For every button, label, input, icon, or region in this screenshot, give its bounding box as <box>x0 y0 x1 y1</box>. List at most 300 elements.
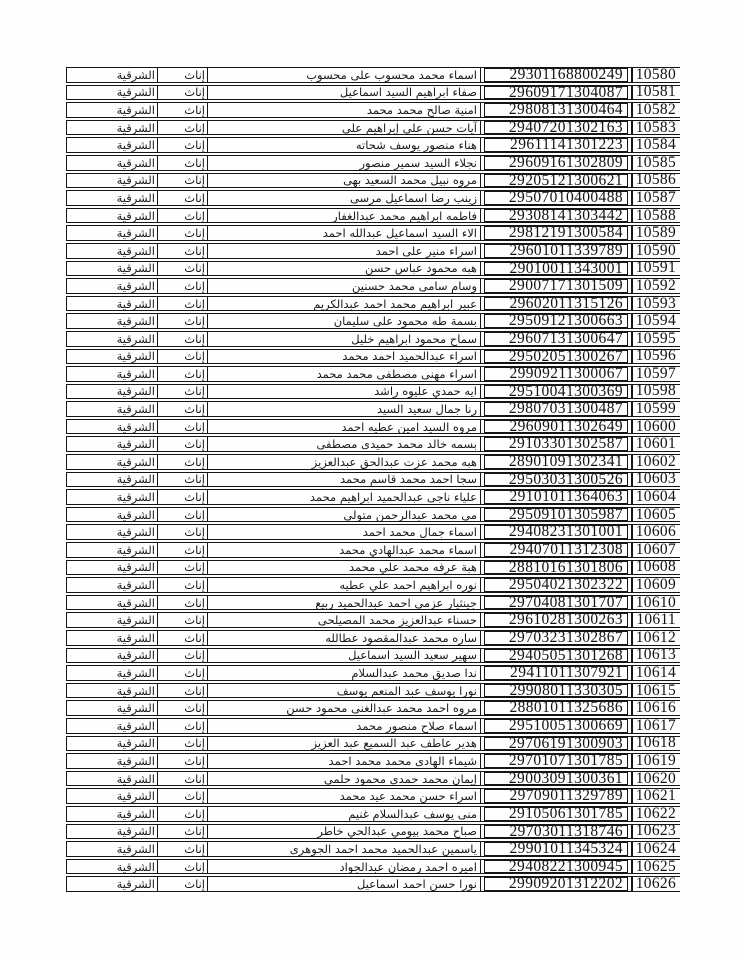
table-row <box>66 313 680 329</box>
governorate-cell: الشرقية <box>66 718 158 734</box>
national-id-cell <box>481 401 632 417</box>
name-cell: نوره ابراهيم احمد علي عطيه <box>208 577 481 593</box>
name-cell: آيات حسن علي إبراهيم علي <box>208 120 481 136</box>
name-cell: زينب رضا اسماعيل مرسى <box>208 190 481 206</box>
national-id-box: 29010011343001 <box>484 262 628 276</box>
gender-cell: إناث <box>158 700 208 716</box>
table-row <box>66 349 680 365</box>
serial-number-cell: 10625 <box>632 859 680 875</box>
governorate-cell: الشرقية <box>66 824 158 840</box>
governorate-cell: الشرقية <box>66 243 158 259</box>
governorate-cell: الشرقية <box>66 120 158 136</box>
serial-number-cell: 10583 <box>632 120 680 136</box>
gender-cell: إناث <box>158 278 208 294</box>
serial-number-cell: 10582 <box>632 102 680 118</box>
national-id-cell <box>481 665 632 681</box>
serial-number-cell: 10608 <box>632 560 680 576</box>
serial-number-cell: 10598 <box>632 384 680 400</box>
serial-number-cell: 10614 <box>632 665 680 681</box>
gender-cell: إناث <box>158 366 208 382</box>
name-cell: رنا جمال سعيد السيد <box>208 401 481 417</box>
table-row <box>66 472 680 488</box>
table-row <box>66 876 680 892</box>
national-id-cell <box>481 560 632 576</box>
serial-number-cell: 10610 <box>632 595 680 611</box>
table-row <box>66 507 680 523</box>
national-id-box: 29502051300267 <box>484 350 628 364</box>
name-cell: ساره محمد عبدالمقصود عطالله <box>208 630 481 646</box>
name-cell: شيماء الهادى محمد محمد احمد <box>208 753 481 769</box>
national-id-cell <box>481 313 632 329</box>
name-cell: بسمة طه محمود على سليمان <box>208 313 481 329</box>
gender-cell: إناث <box>158 683 208 699</box>
serial-number-cell: 10581 <box>632 85 680 101</box>
national-id-box: 29607131300647 <box>484 332 628 346</box>
serial-number-cell: 10616 <box>632 700 680 716</box>
national-id-cell <box>481 612 632 628</box>
national-id-box: 29509101305987 <box>484 508 628 522</box>
serial-number-cell: 10604 <box>632 489 680 505</box>
governorate-cell: الشرقية <box>66 454 158 470</box>
serial-number-cell: 10615 <box>632 683 680 699</box>
table-row <box>66 401 680 417</box>
national-id-box: 29909201312202 <box>484 877 628 891</box>
name-cell: الاء السيد اسماعيل عبدالله احمد <box>208 225 481 241</box>
governorate-cell: الشرقية <box>66 296 158 312</box>
governorate-cell: الشرقية <box>66 155 158 171</box>
name-cell: اسراء حسن محمد عيد محمد <box>208 788 481 804</box>
serial-number-cell: 10626 <box>632 876 680 892</box>
table-row <box>66 261 680 277</box>
name-cell: إيمان محمد حمدى محمود حلمي <box>208 771 481 787</box>
table-row <box>66 85 680 101</box>
name-cell: صباح محمد بيومي عبدالحي خاطر <box>208 824 481 840</box>
gender-cell: إناث <box>158 208 208 224</box>
gender-cell: إناث <box>158 824 208 840</box>
governorate-cell: الشرقية <box>66 85 158 101</box>
table-row <box>66 859 680 875</box>
national-id-box: 29602011315126 <box>484 297 628 311</box>
gender-cell: إناث <box>158 718 208 734</box>
serial-number-cell: 10590 <box>632 243 680 259</box>
name-cell: سهير سعيد السيد اسماعيل <box>208 648 481 664</box>
gender-cell: إناث <box>158 472 208 488</box>
serial-number-cell: 10586 <box>632 173 680 189</box>
national-id-cell <box>481 85 632 101</box>
serial-number-cell: 10593 <box>632 296 680 312</box>
serial-number-cell: 10589 <box>632 225 680 241</box>
table-row <box>66 595 680 611</box>
gender-cell: إناث <box>158 67 208 83</box>
gender-cell: إناث <box>158 577 208 593</box>
serial-number-cell: 10584 <box>632 137 680 153</box>
table-row <box>66 489 680 505</box>
national-id-cell <box>481 577 632 593</box>
serial-number-cell: 10612 <box>632 630 680 646</box>
table-row <box>66 384 680 400</box>
national-id-cell <box>481 243 632 259</box>
national-id-cell <box>481 419 632 435</box>
table-row <box>66 806 680 822</box>
national-id-box: 29504021302322 <box>484 578 628 592</box>
national-id-box: 29408221300945 <box>484 860 628 874</box>
gender-cell: إناث <box>158 331 208 347</box>
gender-cell: إناث <box>158 120 208 136</box>
table-row <box>66 137 680 153</box>
gender-cell: إناث <box>158 225 208 241</box>
table-row <box>66 736 680 752</box>
serial-number-cell: 10596 <box>632 349 680 365</box>
table-row <box>66 630 680 646</box>
name-cell: هبه محمد عزت عبدالحق عبدالعزيز <box>208 454 481 470</box>
serial-number-cell: 10617 <box>632 718 680 734</box>
gender-cell: إناث <box>158 841 208 857</box>
gender-cell: إناث <box>158 542 208 558</box>
name-cell: جينثيار عزمى احمد عبدالحميد ربيع <box>208 595 481 611</box>
governorate-cell: الشرقية <box>66 736 158 752</box>
name-cell: مروه احمد محمد عبدالغنى محمود حسن <box>208 700 481 716</box>
governorate-cell: الشرقية <box>66 102 158 118</box>
national-id-cell <box>481 841 632 857</box>
governorate-cell: الشرقية <box>66 507 158 523</box>
governorate-cell: الشرقية <box>66 313 158 329</box>
national-id-cell <box>481 683 632 699</box>
table-row <box>66 648 680 664</box>
national-id-cell <box>481 278 632 294</box>
national-id-cell <box>481 261 632 277</box>
name-cell: نورا حسن احمد اسماعيل <box>208 876 481 892</box>
gender-cell: إناث <box>158 648 208 664</box>
gender-cell: إناث <box>158 401 208 417</box>
national-id-cell <box>481 331 632 347</box>
national-id-box: 29007171301509 <box>484 279 628 293</box>
national-id-box: 29909211300067 <box>484 367 628 381</box>
national-id-cell <box>481 208 632 224</box>
national-id-box: 29205121300621 <box>484 174 628 188</box>
name-cell: ياسمين عبدالحميد محمد احمد الجوهرى <box>208 841 481 857</box>
national-id-box: 29901011345324 <box>484 842 628 856</box>
gender-cell: إناث <box>158 806 208 822</box>
national-id-box: 28801011325686 <box>484 701 628 715</box>
national-id-cell <box>481 718 632 734</box>
name-cell: فاطمه ابراهيم محمد عبدالغفار <box>208 208 481 224</box>
table-row <box>66 612 680 628</box>
national-id-cell <box>481 384 632 400</box>
governorate-cell: الشرقية <box>66 489 158 505</box>
national-id-box: 29509121300663 <box>484 314 628 328</box>
table-row <box>66 296 680 312</box>
gender-cell: إناث <box>158 261 208 277</box>
serial-number-cell: 10623 <box>632 824 680 840</box>
governorate-cell: الشرقية <box>66 384 158 400</box>
national-id-box: 29709011329789 <box>484 789 628 803</box>
records-table <box>66 65 680 894</box>
table-row <box>66 841 680 857</box>
name-cell: هبة عرفه محمد علي محمد <box>208 560 481 576</box>
table-row <box>66 560 680 576</box>
table-row <box>66 331 680 347</box>
national-id-cell <box>481 859 632 875</box>
gender-cell: إناث <box>158 595 208 611</box>
serial-number-cell: 10587 <box>632 190 680 206</box>
serial-number-cell: 10619 <box>632 753 680 769</box>
table-row <box>66 436 680 452</box>
gender-cell: إناث <box>158 313 208 329</box>
governorate-cell: الشرقية <box>66 173 158 189</box>
national-id-cell <box>481 507 632 523</box>
governorate-cell: الشرقية <box>66 648 158 664</box>
governorate-cell: الشرقية <box>66 208 158 224</box>
name-cell: ايه حمدي عليوه راشد <box>208 384 481 400</box>
governorate-cell: الشرقية <box>66 542 158 558</box>
national-id-box: 29503031300526 <box>484 473 628 487</box>
national-id-cell <box>481 630 632 646</box>
serial-number-cell: 10605 <box>632 507 680 523</box>
table-row <box>66 577 680 593</box>
governorate-cell: الشرقية <box>66 665 158 681</box>
gender-cell: إناث <box>158 876 208 892</box>
table-row <box>66 524 680 540</box>
governorate-cell: الشرقية <box>66 419 158 435</box>
governorate-cell: الشرقية <box>66 137 158 153</box>
governorate-cell: الشرقية <box>66 876 158 892</box>
national-id-cell <box>481 489 632 505</box>
serial-number-cell: 10601 <box>632 436 680 452</box>
national-id-cell <box>481 349 632 365</box>
name-cell: عبير ابراهيم محمد احمد عبدالكريم <box>208 296 481 312</box>
serial-number-cell: 10594 <box>632 313 680 329</box>
national-id-cell <box>481 454 632 470</box>
national-id-box: 29808131300464 <box>484 103 628 117</box>
national-id-box: 29408231301001 <box>484 525 628 539</box>
governorate-cell: الشرقية <box>66 225 158 241</box>
national-id-cell <box>481 472 632 488</box>
national-id-box: 29103301302587 <box>484 437 628 451</box>
national-id-box: 28901091302341 <box>484 455 628 469</box>
national-id-box: 29609011302649 <box>484 420 628 434</box>
national-id-box: 29105061301785 <box>484 807 628 821</box>
gender-cell: إناث <box>158 454 208 470</box>
national-id-cell <box>481 736 632 752</box>
table-row <box>66 454 680 470</box>
name-cell: اميره احمد رمضان عبدالجواد <box>208 859 481 875</box>
gender-cell: إناث <box>158 384 208 400</box>
gender-cell: إناث <box>158 137 208 153</box>
table-row <box>66 120 680 136</box>
national-id-box: 29407201302163 <box>484 121 628 135</box>
governorate-cell: الشرقية <box>66 524 158 540</box>
serial-number-cell: 10618 <box>632 736 680 752</box>
name-cell: اسماء محمد عبدالهادي محمد <box>208 542 481 558</box>
governorate-cell: الشرقية <box>66 560 158 576</box>
gender-cell: إناث <box>158 190 208 206</box>
name-cell: اسماء جمال محمد احمد <box>208 524 481 540</box>
name-cell: وسام سامى محمد حسنين <box>208 278 481 294</box>
serial-number-cell: 10602 <box>632 454 680 470</box>
governorate-cell: الشرقية <box>66 577 158 593</box>
gender-cell: إناث <box>158 665 208 681</box>
table-row <box>66 173 680 189</box>
name-cell: امنية صالح محمد محمد <box>208 102 481 118</box>
governorate-cell: الشرقية <box>66 700 158 716</box>
governorate-cell: الشرقية <box>66 67 158 83</box>
governorate-cell: الشرقية <box>66 349 158 365</box>
table-row <box>66 700 680 716</box>
national-id-cell <box>481 102 632 118</box>
table-row <box>66 542 680 558</box>
governorate-cell: الشرقية <box>66 331 158 347</box>
name-cell: مروه السيد امين عطيه احمد <box>208 419 481 435</box>
table-row <box>66 683 680 699</box>
national-id-box: 29405051301268 <box>484 649 628 663</box>
serial-number-cell: 10588 <box>632 208 680 224</box>
gender-cell: إناث <box>158 771 208 787</box>
governorate-cell: الشرقية <box>66 630 158 646</box>
national-id-cell <box>481 225 632 241</box>
national-id-box: 29908011330305 <box>484 684 628 698</box>
national-id-cell <box>481 120 632 136</box>
governorate-cell: الشرقية <box>66 436 158 452</box>
name-cell: هبه محمود عباس حسن <box>208 261 481 277</box>
gender-cell: إناث <box>158 155 208 171</box>
gender-cell: إناث <box>158 630 208 646</box>
gender-cell: إناث <box>158 524 208 540</box>
name-cell: سجا احمد محمد قاسم محمد <box>208 472 481 488</box>
name-cell: صفاء ابراهيم السيد اسماعيل <box>208 85 481 101</box>
name-cell: ندا صديق محمد عبدالسلام <box>208 665 481 681</box>
serial-number-cell: 10621 <box>632 788 680 804</box>
table-row <box>66 788 680 804</box>
national-id-box: 29601011339789 <box>484 244 628 258</box>
national-id-cell <box>481 366 632 382</box>
table-row <box>66 665 680 681</box>
governorate-cell: الشرقية <box>66 859 158 875</box>
name-cell: مروه نبيل محمد السعيد بهى <box>208 173 481 189</box>
serial-number-cell: 10597 <box>632 366 680 382</box>
table-row <box>66 208 680 224</box>
governorate-cell: الشرقية <box>66 190 158 206</box>
name-cell: نورا يوسف عبد المنعم يوسف <box>208 683 481 699</box>
national-id-cell <box>481 542 632 558</box>
name-cell: مى محمد عبدالرحمن متولى <box>208 507 481 523</box>
name-cell: هدير عاطف عبد السميع عبد العزيز <box>208 736 481 752</box>
national-id-cell <box>481 876 632 892</box>
governorate-cell: الشرقية <box>66 753 158 769</box>
serial-number-cell: 10607 <box>632 542 680 558</box>
serial-number-cell: 10611 <box>632 612 680 628</box>
national-id-box: 29609161302809 <box>484 156 628 170</box>
gender-cell: إناث <box>158 349 208 365</box>
gender-cell: إناث <box>158 296 208 312</box>
serial-number-cell: 10624 <box>632 841 680 857</box>
governorate-cell: الشرقية <box>66 806 158 822</box>
governorate-cell: الشرقية <box>66 683 158 699</box>
gender-cell: إناث <box>158 489 208 505</box>
table-row <box>66 771 680 787</box>
national-id-cell <box>481 190 632 206</box>
governorate-cell: الشرقية <box>66 472 158 488</box>
national-id-cell <box>481 788 632 804</box>
national-id-box: 29611141301223 <box>484 138 628 152</box>
national-id-cell <box>481 296 632 312</box>
gender-cell: إناث <box>158 859 208 875</box>
national-id-box: 29609171304087 <box>484 86 628 100</box>
national-id-box: 29101011364063 <box>484 490 628 504</box>
gender-cell: إناث <box>158 85 208 101</box>
governorate-cell: الشرقية <box>66 595 158 611</box>
name-cell: اسماء محمد محسوب على محسوب <box>208 67 481 83</box>
table-row <box>66 753 680 769</box>
national-id-box: 29510041300369 <box>484 385 628 399</box>
serial-number-cell: 10599 <box>632 401 680 417</box>
governorate-cell: الشرقية <box>66 771 158 787</box>
gender-cell: إناث <box>158 436 208 452</box>
national-id-cell <box>481 173 632 189</box>
name-cell: منى يوسف عبدالسلام غنيم <box>208 806 481 822</box>
national-id-cell <box>481 595 632 611</box>
national-id-cell <box>481 137 632 153</box>
serial-number-cell: 10613 <box>632 648 680 664</box>
serial-number-cell: 10591 <box>632 261 680 277</box>
national-id-box: 29807031300487 <box>484 402 628 416</box>
national-id-box: 29812191300584 <box>484 226 628 240</box>
gender-cell: إناث <box>158 419 208 435</box>
table-row <box>66 155 680 171</box>
name-cell: اسماء صلاح منصور محمد <box>208 718 481 734</box>
national-id-cell <box>481 155 632 171</box>
national-id-box: 29407011312308 <box>484 543 628 557</box>
national-id-box: 29704081301707 <box>484 596 628 610</box>
name-cell: اسراء عبدالحميد احمد محمد <box>208 349 481 365</box>
name-cell: حسناء عبدالعزيز محمد المصيلحى <box>208 612 481 628</box>
name-cell: بسمه خالد محمد حميدى مصطفى <box>208 436 481 452</box>
national-id-box: 29411011307921 <box>484 666 628 680</box>
governorate-cell: الشرقية <box>66 366 158 382</box>
national-id-box: 29703231302867 <box>484 631 628 645</box>
gender-cell: إناث <box>158 612 208 628</box>
national-id-box: 29301168800249 <box>484 68 628 82</box>
national-id-box: 28810161301806 <box>484 561 628 575</box>
gender-cell: إناث <box>158 173 208 189</box>
national-id-cell <box>481 648 632 664</box>
gender-cell: إناث <box>158 753 208 769</box>
governorate-cell: الشرقية <box>66 788 158 804</box>
serial-number-cell: 10580 <box>632 67 680 83</box>
serial-number-cell: 10603 <box>632 472 680 488</box>
serial-number-cell: 10595 <box>632 331 680 347</box>
national-id-cell <box>481 67 632 83</box>
table-row <box>66 419 680 435</box>
name-cell: هناء منصور يوسف شحاته <box>208 137 481 153</box>
name-cell: نجلاء السيد سمير منصور <box>208 155 481 171</box>
national-id-cell <box>481 771 632 787</box>
national-id-cell <box>481 824 632 840</box>
serial-number-cell: 10606 <box>632 524 680 540</box>
national-id-box: 29706191300903 <box>484 737 628 751</box>
name-cell: اسراء مهنى مصطفى محمد محمد <box>208 366 481 382</box>
gender-cell: إناث <box>158 243 208 259</box>
name-cell: سماح محمود ابراهيم خليل <box>208 331 481 347</box>
gender-cell: إناث <box>158 788 208 804</box>
table-row <box>66 824 680 840</box>
national-id-cell <box>481 806 632 822</box>
national-id-box: 29610281300263 <box>484 613 628 627</box>
national-id-box: 29003091300361 <box>484 772 628 786</box>
serial-number-cell: 10600 <box>632 419 680 435</box>
gender-cell: إناث <box>158 560 208 576</box>
gender-cell: إناث <box>158 736 208 752</box>
national-id-cell <box>481 436 632 452</box>
